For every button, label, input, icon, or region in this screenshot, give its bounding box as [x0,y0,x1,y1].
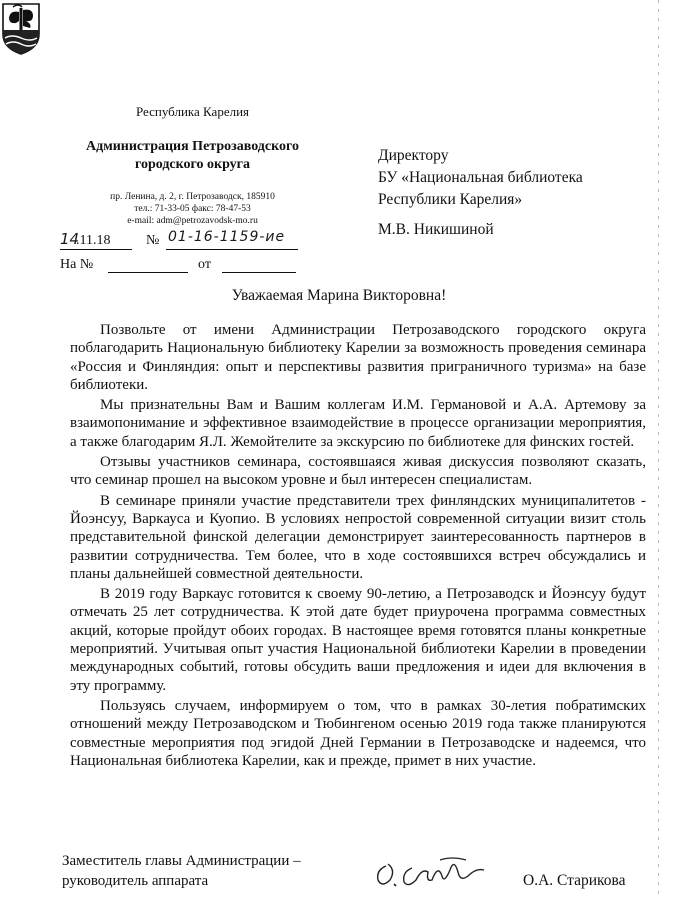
ref-underline [108,272,188,273]
postal-address: пр. Ленина, д. 2, г. Петрозаводск, 185910 [110,192,275,202]
addressee-title [378,145,583,211]
signer-name: О.А. Старикова [523,872,626,889]
number-underline [166,249,298,250]
registration-block [60,229,320,277]
addressee-line2: БУ «Национальная библиотека [378,169,583,186]
paragraph: В семинаре приняли участие представители трех финляндских муниципалитетов - Йоэнсуу, Варкауса и Куопио. В условиях непростой современной ситуации визит столь представительной финской делегации демонстрирует заинтересованность партнеров в развитии сотрудничества. Тем более, что в ходе состоявшихся встреч обсуждались и планы дальнейшей совместной деятельности. [70,492,646,582]
coat-of-arms-icon [0,0,42,56]
date-handwritten: 14 [60,230,80,248]
paragraph: В 2019 году Варкаус готовится к своему 90-летию, а Петрозаводск и Йоэнсуу будут отмечать 25 лет сотрудничества. К этой дате будет приурочена программа совместных акций, которые пройдут обоих городах. В настоящее время готовятся планы конкретные мероприятий. Учитывая опыт участия Национальной библиотеки Карелии в проведении международных событий, готовы обсудить ваши предложения и идеи для включения в эту программу. [70,586,646,694]
signer-position [62,851,301,891]
paragraph: Пользуясь случаем, информируем о том, что в рамках 30-летия побратимских отношений между Петрозаводском и Тюбингеном осенью 2019 года также планируются совместные мероприятия под эгидой Дней Германии в Петрозаводске и надеемся, что Национальная библиотека Карелии, как и прежде, примет в них участие. [70,697,646,769]
paragraph: Отзывы участников семинара, состоявшаяся живая дискуссия позволяют сказать, что семинар прошел на высоком уровне и был интересен специалистам. [70,454,646,489]
date-printed: .11.18 [76,233,111,248]
greeting: Уважаемая Марина Викторовна! [231,287,447,304]
contact-block [60,191,325,227]
republic-name: Республика Карелия [135,104,250,119]
paragraph: Мы признательны Вам и Вашим коллегам И.М. Германовой и А.А. Артемову за взаимопонимание и эффективное взаимодействие в процессе организации мероприятия, а также благодарим Я.Л. Жемойтелите за экскурсию по библиотеке для финских гостей. [70,397,646,450]
letter-body [70,321,646,770]
paragraph: Позвольте от имени Администрации Петрозаводского городского округа поблагодарить Национальную библиотеку Карелии за возможность проведения семинара «Россия и Финляндия: опыт и перспективы развития приграничного туризма» на базе библиотеки. [70,322,646,393]
from-label: от [198,257,211,272]
number-label: № [146,233,160,248]
signer-position-line1: Заместитель главы Администрации – [62,853,301,869]
signer-position-line2: руководитель аппарата [62,873,209,889]
handwritten-signature [372,846,492,892]
addressee-name: М.В. Никишиной [378,221,494,238]
from-underline [222,272,296,273]
addressee-line3: Республики Карелия» [378,191,523,208]
number-handwritten: 01-16-1159-ие [168,229,286,245]
organization-name-line1: Администрация Петрозаводского [86,139,299,154]
phone-fax: тел.: 71-33-05 факс: 78-47-53 [134,204,251,214]
addressee-line1: Директору [378,147,449,164]
ref-label: На № [60,257,94,272]
scan-edge-artifact [658,0,659,900]
date-underline [60,249,132,250]
email-address: e-mail: adm@petrozavodsk-mo.ru [127,216,258,226]
organization-name-line2: городского округа [134,157,251,172]
